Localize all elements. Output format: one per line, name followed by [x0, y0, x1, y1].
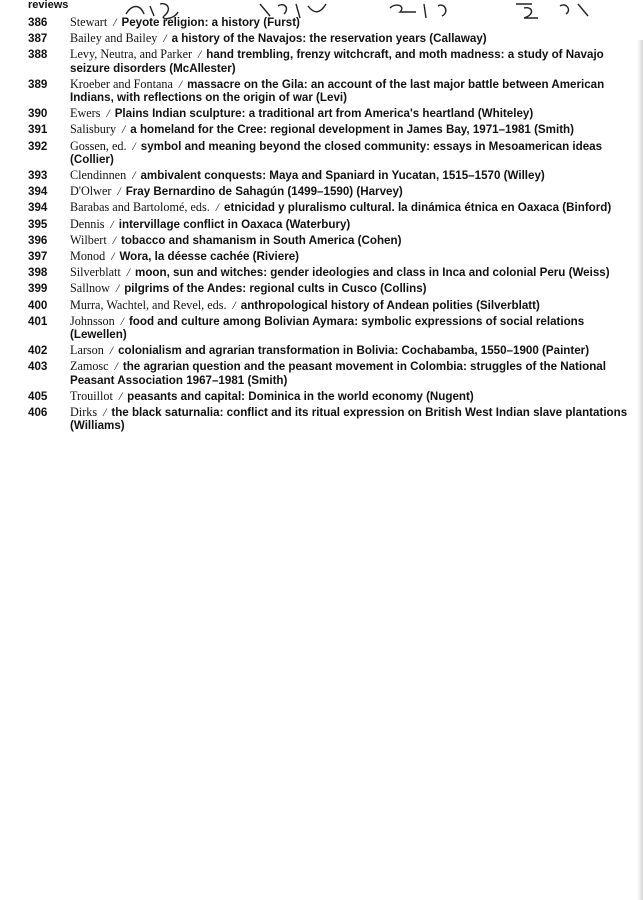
entry-title: Fray Bernardino de Sahagún (1499–1590) (Harvey) — [125, 185, 403, 199]
entry-body — [70, 360, 628, 386]
review-entry — [28, 315, 628, 341]
entry-body — [70, 282, 628, 295]
entry-title: peasants and capital: Dominica in the world economy (Nugent) — [127, 389, 474, 403]
entry-number: 386 — [28, 16, 48, 29]
entry-title: colonialism and agrarian transformation in Bolivia: Cochabamba, 1550–1900 (Painter) — [118, 344, 590, 358]
entry-author: Salisbury — [70, 122, 117, 137]
entry-author: Gossen, ed. — [70, 138, 127, 153]
entry-title: intervillage conflict in Oaxaca (Waterbury) — [118, 217, 351, 231]
entry-author: Kroeber and Fontana — [70, 76, 173, 91]
entry-author: Bailey and Bailey — [70, 31, 158, 46]
entry-number: 394 — [28, 185, 48, 199]
review-entry — [28, 390, 628, 403]
entry-title: a homeland for the Cree: regional development in James Bay, 1971–1981 (Smith) — [130, 123, 574, 137]
entry-number: 400 — [28, 298, 48, 312]
entry-number: 401 — [28, 314, 48, 328]
slash-separator: / — [106, 107, 110, 121]
entry-title: massacre on the Gila: an account of the last major battle between American Indians, with reflections on the origin of war (Levi) — [70, 77, 605, 105]
entry-author: Sallnow — [70, 281, 110, 296]
slash-separator: / — [114, 360, 118, 374]
entry-body — [70, 344, 628, 357]
entry-number: 387 — [28, 32, 48, 46]
review-entry — [28, 169, 628, 182]
slash-separator: / — [117, 185, 121, 199]
entry-title: Peyote religion: a history (Furst) — [121, 16, 300, 29]
entry-number: 388 — [28, 48, 48, 62]
entry-author: Trouillot — [70, 388, 113, 403]
review-entry — [28, 32, 628, 45]
entry-title: etnicidad y pluralismo cultural. la dinámica étnica en Oaxaca (Binford) — [224, 201, 612, 215]
entry-author: Wilbert — [70, 232, 107, 247]
entry-author: Ewers — [70, 106, 101, 121]
entry-body — [70, 406, 628, 432]
review-entry — [28, 107, 628, 120]
slash-separator: / — [118, 389, 123, 403]
entry-author: Stewart — [70, 15, 108, 29]
entry-body — [70, 315, 628, 341]
entry-title: symbol and meaning beyond the closed community: essays in Mesoamerican ideas (Collier) — [70, 139, 603, 166]
review-entry — [28, 16, 628, 29]
slash-separator: / — [120, 314, 124, 328]
slash-separator: / — [178, 77, 183, 91]
slash-separator: / — [132, 169, 136, 183]
entry-body — [70, 32, 628, 45]
entry-body — [70, 266, 628, 279]
entry-body — [70, 234, 628, 247]
slash-separator: / — [115, 282, 120, 296]
entry-number: 392 — [28, 139, 48, 153]
entry-number: 399 — [28, 282, 48, 296]
entry-number: 406 — [28, 406, 48, 420]
entry-author: Dennis — [70, 216, 105, 231]
entry-author: Monod — [70, 249, 106, 264]
entry-number: 397 — [28, 250, 48, 264]
entry-title: moon, sun and witches: gender ideologies and class in Inca and colonial Peru (Weiss) — [135, 266, 610, 280]
review-entry — [28, 344, 628, 357]
entry-body — [70, 107, 628, 120]
entry-body — [70, 390, 628, 403]
slash-separator: / — [198, 48, 202, 62]
entry-body — [70, 169, 628, 182]
slash-separator: / — [132, 139, 136, 153]
entry-title: anthropological history of Andean polities (Silverblatt) — [240, 298, 540, 312]
slash-separator: / — [215, 201, 220, 215]
entry-title: a history of the Navajos: the reservation years (Callaway) — [171, 32, 487, 46]
entry-author: Levy, Neutra, and Parker — [70, 47, 193, 62]
entry-body — [70, 123, 628, 136]
review-entry — [28, 234, 628, 247]
entry-author: Silverblatt — [70, 265, 121, 280]
entry-author: Larson — [70, 343, 104, 358]
entry-title: Wora, la déesse cachée (Riviere) — [119, 250, 300, 264]
review-entry — [28, 140, 628, 166]
slash-separator: / — [122, 123, 126, 137]
review-entry — [28, 201, 628, 214]
entry-body — [70, 185, 628, 198]
entry-body — [70, 218, 628, 231]
review-entry — [28, 299, 628, 312]
review-entry — [28, 185, 628, 198]
entry-number: 403 — [28, 360, 48, 374]
entry-body — [70, 250, 628, 263]
entry-author: Murra, Wachtel, and Revel, eds. — [70, 297, 227, 312]
entry-title: tobacco and shamanism in South America (Cohen) — [120, 233, 402, 247]
entry-body — [70, 140, 628, 166]
entry-author: Johnsson — [70, 313, 115, 328]
slash-separator: / — [112, 233, 116, 247]
review-entry — [28, 360, 628, 386]
entry-number: 394 — [28, 201, 48, 215]
entry-body — [70, 78, 628, 104]
slash-separator: / — [111, 250, 115, 264]
entry-author: D'Olwer — [70, 184, 112, 199]
entry-number: 402 — [28, 344, 48, 358]
slash-separator: / — [163, 32, 167, 46]
entry-author: Clendinnen — [70, 168, 127, 183]
review-entry — [28, 406, 628, 432]
slash-separator: / — [109, 344, 114, 358]
entry-body — [70, 201, 628, 214]
entry-title: ambivalent conquests: Maya and Spaniard in Yucatan, 1515–1570 (Willey) — [140, 169, 545, 183]
entry-title: Plains Indian sculpture: a traditional art from America's heartland (Whiteley) — [114, 107, 534, 121]
entry-number: 393 — [28, 169, 48, 183]
entry-number: 398 — [28, 266, 48, 280]
slash-separator: / — [110, 217, 114, 231]
review-entry — [28, 48, 628, 74]
slash-separator: / — [103, 406, 107, 420]
review-entry — [28, 218, 628, 231]
review-entry — [28, 78, 628, 104]
slash-separator: / — [113, 16, 117, 29]
entry-number: 405 — [28, 389, 48, 403]
review-entry — [28, 250, 628, 263]
entry-title: hand trembling, frenzy witchcraft, and moth madness: a study of Navajo seizure disorders (McAllester) — [70, 48, 604, 75]
entry-number: 389 — [28, 77, 48, 91]
entry-author: Zamosc — [70, 359, 109, 374]
entry-number: 395 — [28, 217, 48, 231]
entry-title: the agrarian question and the peasant movement in Colombia: struggles of the National Peasant Association 1967–1981 (Smith) — [70, 360, 606, 387]
entry-number: 396 — [28, 233, 48, 247]
entry-number: 391 — [28, 123, 48, 137]
review-entry — [28, 282, 628, 295]
entry-body — [70, 48, 628, 74]
review-entry — [28, 266, 628, 279]
entry-body — [70, 299, 628, 312]
slash-separator: / — [232, 298, 236, 312]
review-entry — [28, 123, 628, 136]
entry-body — [70, 16, 628, 29]
entry-author: Barabas and Bartolomé, eds. — [70, 200, 210, 215]
entry-author: Dirks — [70, 405, 98, 420]
entry-number: 390 — [28, 107, 48, 121]
entry-title: food and culture among Bolivian Aymara: symbolic expressions of social relations (Lewellen) — [70, 314, 585, 342]
entry-title: the black saturnalia: conflict and its ritual expression on British West Indian slave plantations (Williams) — [70, 406, 628, 433]
entry-title: pilgrims of the Andes: regional cults in Cusco (Collins) — [124, 282, 427, 296]
slash-separator: / — [126, 266, 131, 280]
review-list — [28, 16, 628, 435]
section-heading: reviews — [28, 0, 69, 11]
page-edge-shadow — [637, 40, 643, 900]
